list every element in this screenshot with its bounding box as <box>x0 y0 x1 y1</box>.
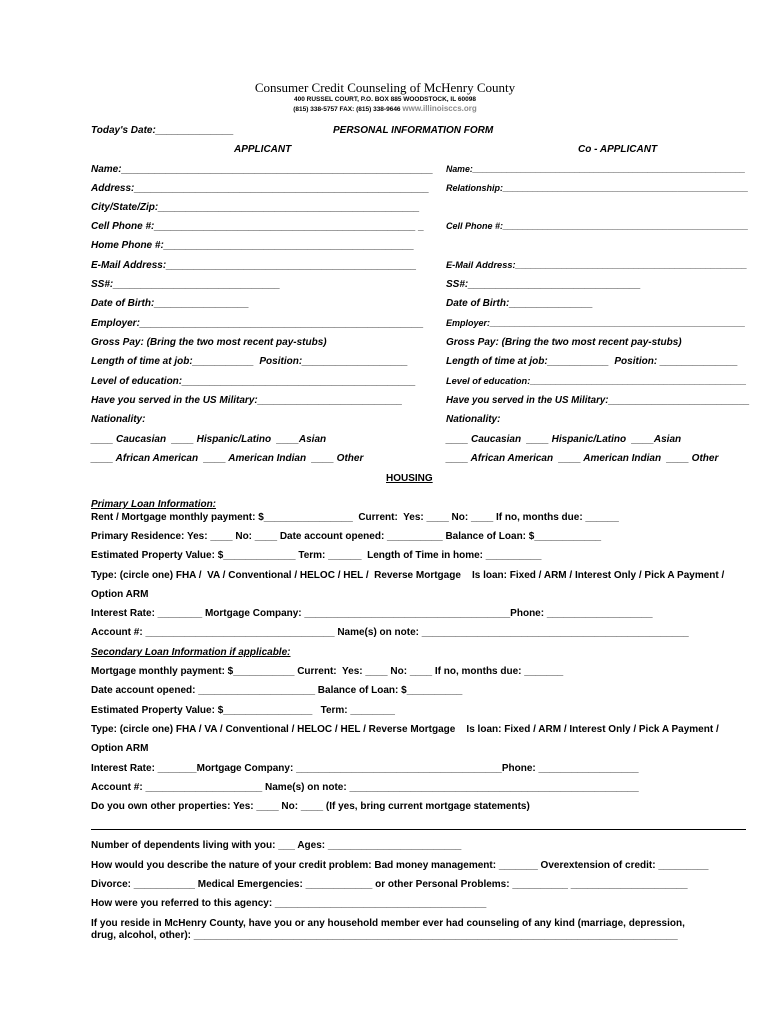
secondary-date-opened-line[interactable]: Date account opened: _____________________ Balance of Loan: $__________ <box>91 685 463 696</box>
primary-residence-line[interactable]: Primary Residence: Yes: ____ No: ____ Date account opened: __________ Balance of Loan: $____________ <box>91 531 602 542</box>
divorce-medical-line[interactable]: Divorce: ___________ Medical Emergencies: ____________ or other Personal Problems: __________ _____________________ <box>91 879 688 890</box>
coapplicant-dob-field[interactable]: Date of Birth:_______________ <box>446 298 593 309</box>
applicant-military-field[interactable]: Have you served in the US Military:__________________________ <box>91 395 403 406</box>
applicant-nationality-options-2[interactable]: ____ African American ____ American Indian ____ Other <box>91 453 364 464</box>
coapplicant-cell-phone-field[interactable]: Cell Phone #:_________________________________________________ <box>446 221 749 231</box>
applicant-email-field[interactable]: E-Mail Address:_____________________________________________ <box>91 260 417 271</box>
secondary-loan-heading: Secondary Loan Information if applicable: <box>91 647 291 658</box>
secondary-type-line-cont[interactable]: Option ARM <box>91 743 149 754</box>
housing-heading: HOUSING <box>386 473 433 484</box>
secondary-account-line[interactable]: Account #: _____________________ Name(s) on note: ____________________________________________________ <box>91 782 639 793</box>
coapplicant-employer-field[interactable]: Employer:___________________________________________________ <box>446 318 746 328</box>
coapplicant-nationality-label: Nationality: <box>446 414 501 425</box>
coapplicant-email-field[interactable]: E-Mail Address:_____________________________________________ <box>446 260 748 270</box>
other-properties-line[interactable]: Do you own other properties: Yes: ____ No: ____ (If yes, bring current mortgage statements) <box>91 801 530 812</box>
coapplicant-relationship-field[interactable]: Relationship:_________________________________________________ <box>446 183 749 193</box>
website-link[interactable]: www.illinoisccs.org <box>402 104 477 113</box>
coapplicant-length-position-field[interactable]: Length of time at job:___________ Position: ______________ <box>446 356 738 367</box>
credit-problem-line[interactable]: How would you describe the nature of your credit problem: Bad money management: _______ Overextension of credit: _________ <box>91 860 709 871</box>
dependents-line[interactable]: Number of dependents living with you: ___ Ages: ________________________ <box>91 840 462 851</box>
applicant-length-position-field[interactable]: Length of time at job:___________ Position:___________________ <box>91 356 408 367</box>
primary-interest-rate-line[interactable]: Interest Rate: ________ Mortgage Company: _____________________________________Phone: ___________________ <box>91 608 653 619</box>
applicant-nationality-label: Nationality: <box>91 414 146 425</box>
primary-type-line-cont[interactable]: Option ARM <box>91 589 149 600</box>
secondary-payment-line[interactable]: Mortgage monthly payment: $___________ Current: Yes: ____ No: ____ If no, months due: _______ <box>91 666 564 677</box>
coapplicant-gross-pay-label: Gross Pay: (Bring the two most recent pay-stubs) <box>446 337 682 348</box>
phone-fax: (815) 338-5757 FAX: (815) 338-9646 <box>293 106 401 113</box>
coapplicant-military-field[interactable]: Have you served in the US Military:__________________________ <box>446 395 750 406</box>
coapplicant-nationality-options-2[interactable]: ____ African American ____ American Indian ____ Other <box>446 453 719 464</box>
section-divider <box>91 829 746 830</box>
primary-loan-heading: Primary Loan Information: <box>91 499 217 510</box>
primary-type-line[interactable]: Type: (circle one) FHA / VA / Conventional / HELOC / HEL / Reverse Mortgage Is loan: Fixed / ARM / Interest Only / Pick A Payment / <box>91 570 725 581</box>
applicant-cell-phone-field[interactable]: Cell Phone #:_______________________________________________ _ <box>91 221 425 232</box>
form-title: PERSONAL INFORMATION FORM <box>333 125 494 136</box>
primary-payment-line[interactable]: Rent / Mortgage monthly payment: $________________ Current: Yes: ____ No: ____ If no, months due: ______ <box>91 512 619 523</box>
organization-contact <box>0 104 770 113</box>
applicant-heading: APPLICANT <box>234 144 292 155</box>
secondary-property-value-line[interactable]: Estimated Property Value: $________________ Term: ________ <box>91 705 395 716</box>
coapplicant-name-field[interactable]: Name:________________________________________________________ <box>446 164 746 174</box>
applicant-gross-pay-label: Gross Pay: (Bring the two most recent pay-stubs) <box>91 337 327 348</box>
coapplicant-heading: Co - APPLICANT <box>578 144 658 155</box>
organization-name: Consumer Credit Counseling of McHenry County <box>254 80 516 95</box>
secondary-type-line[interactable]: Type: (circle one) FHA / VA / Conventional / HELOC / HEL / Reverse Mortgage Is loan: Fixed / ARM / Interest Only / Pick A Payment / <box>91 724 719 735</box>
counseling-question[interactable]: If you reside in McHenry County, have you or any household member ever had counseling of any kind (marriage, depression, drug, alcohol, other): _______________________________________________________________________________________ <box>91 918 685 941</box>
applicant-nationality-options-1[interactable]: ____ Caucasian ____ Hispanic/Latino ____Asian <box>91 434 327 445</box>
referred-line[interactable]: How were you referred to this agency: ______________________________________ <box>91 898 487 909</box>
primary-account-line[interactable]: Account #: __________________________________ Name(s) on note: ________________________________________________ <box>91 627 689 638</box>
applicant-ss-field[interactable]: SS#:______________________________ <box>91 279 281 290</box>
primary-property-value-line[interactable]: Estimated Property Value: $_____________ Term: ______ Length of Time in home: __________ <box>91 550 542 561</box>
applicant-city-state-zip-field[interactable]: City/State/Zip:_______________________________________________ <box>91 202 420 213</box>
applicant-dob-field[interactable]: Date of Birth:_________________ <box>91 298 249 309</box>
secondary-interest-rate-line[interactable]: Interest Rate: _______Mortgage Company: _____________________________________Phone: __________________ <box>91 763 639 774</box>
applicant-address-field[interactable]: Address:_____________________________________________________ <box>91 183 430 194</box>
applicant-education-field[interactable]: Level of education:__________________________________________ <box>91 376 416 387</box>
organization-address: 400 RUSSEL COURT, P.O. BOX 885 WOODSTOCK, IL 60098 <box>294 96 476 103</box>
applicant-home-phone-field[interactable]: Home Phone #:_____________________________________________ <box>91 240 415 251</box>
coapplicant-nationality-options-1[interactable]: ____ Caucasian ____ Hispanic/Latino ____Asian <box>446 434 682 445</box>
coapplicant-ss-field[interactable]: SS#:_______________________________ <box>446 279 641 290</box>
coapplicant-education-field[interactable]: Level of education:__________________________________________ <box>446 376 747 386</box>
applicant-employer-field[interactable]: Employer:___________________________________________________ <box>91 318 424 329</box>
todays-date-field[interactable]: Today's Date:______________ <box>91 125 234 136</box>
applicant-name-field[interactable]: Name:________________________________________________________ <box>91 164 434 175</box>
